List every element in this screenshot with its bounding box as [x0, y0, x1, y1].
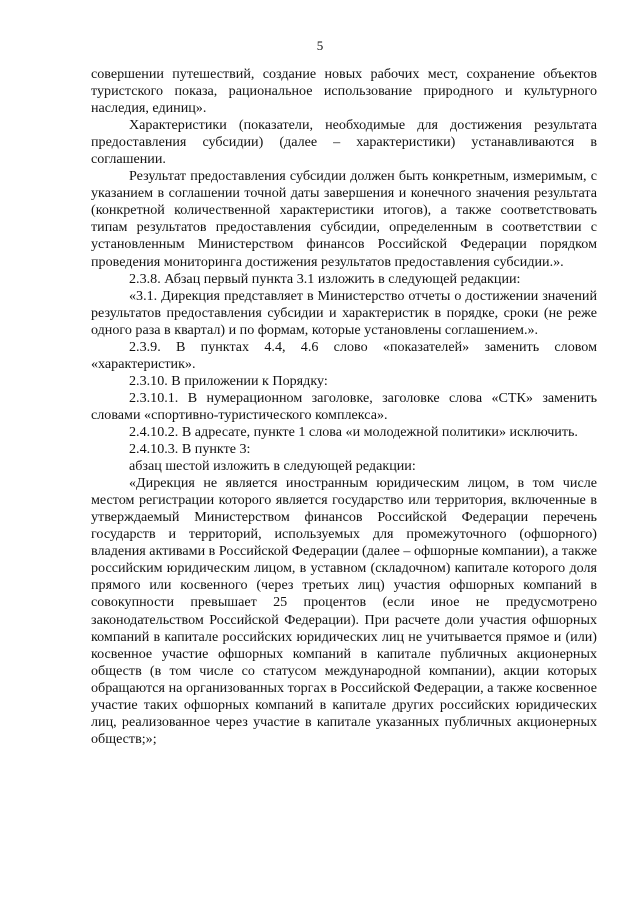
paragraph-9: 2.4.10.2. В адресате, пункте 1 слова «и молодежной политики» исключить.	[129, 423, 578, 440]
paragraph-1: совершении путешествий, создание новых рабочих мест, сохранение объектов туристского показа, рациональное использование природного и культурного наследия, единиц».	[91, 66, 597, 117]
paragraph-4: 2.3.8. Абзац первый пункта 3.1 изложить в следующей редакции:	[129, 270, 521, 287]
paragraph-3: Результат предоставления субсидии должен быть конкретным, измеримым, с указанием в соглашении точной даты завершения и конечного значения результата (конкретной количественной характеристики итогов), а также соответствовать типам результатов предоставления субсидии, определенным в соответствии с установленным Министерством финансов Российской Федерации порядком проведения мониторинга достижения результатов предоставления субсидии.».	[91, 168, 597, 270]
page-number: 5	[316, 38, 324, 53]
paragraph-11: абзац шестой изложить в следующей редакции:	[129, 458, 416, 475]
paragraph-8: 2.3.10.1. В нумерационном заголовке, заголовке слова «СТК» заменить словами «спортивно-туристического комплекса».	[91, 389, 597, 423]
paragraph-2: Характеристики (показатели, необходимые для достижения результата предоставления субсидии) (далее – характеристики) устанавливаются в соглашении.	[91, 117, 597, 168]
paragraph-5: «3.1. Дирекция представляет в Министерство отчеты о достижении значений результатов предоставления субсидии и характеристик в порядке, сроки (не реже одного раза в квартал) и по формам, которые установлены соглашением.».	[91, 287, 597, 338]
document-body	[91, 66, 597, 748]
paragraph-12: «Дирекция не является иностранным юридическим лицом, в том числе местом регистрации которого является государство или территория, включенные в утверждаемый Министерством финансов Российской Федерации перечень государств и территорий, используемых для промежуточного (офшорного) владения активами в Российской Федерации (далее – офшорные компании), а также российским юридическим лицом, в уставном (складочном) капитале которого доля прямого или косвенного (через третьих лиц) участия офшорных компаний в совокупности превышает 25 процентов (если иное не предусмотрено законодательством Российской Федерации). При расчете доли участия офшорных компаний в капитале российских юридических лиц не учитывается прямое и (или) косвенное участие офшорных компаний в капитале публичных акционерных обществ (в том числе со статусом международной компании), акции которых обращаются на организованных торгах в Российской Федерации, а также косвенное участие таких офшорных компаний в капитале других российских юридических лиц, реализованное через участие в капитале указанных публичных акционерных обществ;»;	[91, 475, 597, 747]
paragraph-6: 2.3.9. В пунктах 4.4, 4.6 слово «показателей» заменить словом «характеристик».	[91, 338, 597, 372]
paragraph-10: 2.4.10.3. В пункте 3:	[129, 441, 251, 458]
paragraph-7: 2.3.10. В приложении к Порядку:	[129, 372, 328, 389]
